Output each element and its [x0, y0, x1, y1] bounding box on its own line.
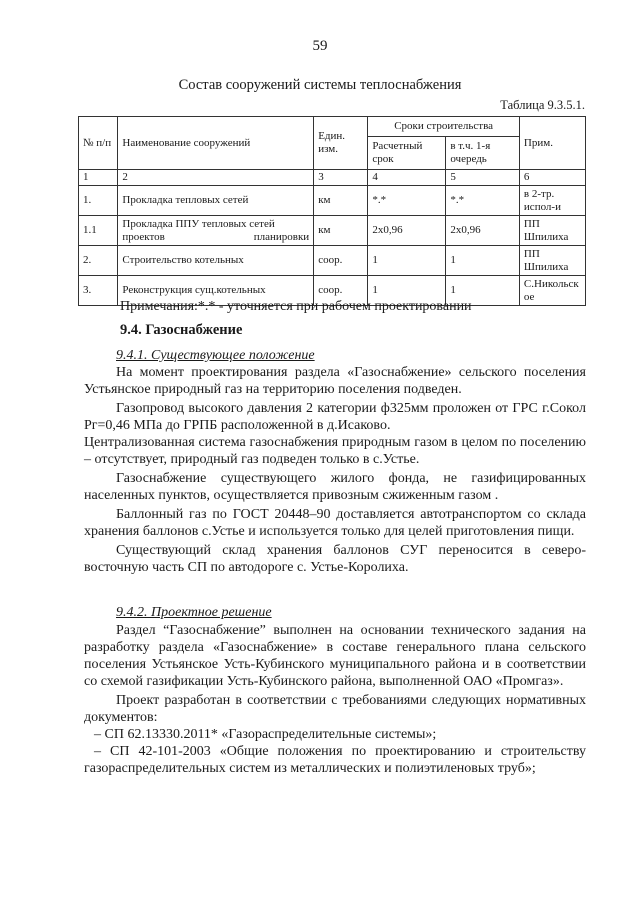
subsection-title-design: 9.4.2. Проектное решение — [116, 605, 272, 620]
row-note: ПП Шпилиха — [519, 216, 585, 246]
subsection-title-existing: 9.4.1. Существующее положение — [116, 348, 315, 363]
row-queue: 2х0,96 — [446, 216, 520, 246]
table-notes: Примечания:*.* - уточняется при рабочем проектировании — [120, 299, 472, 314]
row-unit: км — [314, 216, 368, 246]
row-queue: 1 — [446, 246, 520, 276]
row-queue: *.* — [446, 186, 520, 216]
row-note: в 2-тр. испол-и — [519, 186, 585, 216]
paragraph: Баллонный газ по ГОСТ 20448–90 доставляется автотранспортом со склада хранения баллонов с.Устье и используется только для целей приготовления пищи. — [84, 507, 586, 539]
table-label: Таблица 9.3.5.1. — [500, 98, 585, 112]
row-name: Строительство котельных — [118, 246, 314, 276]
header-queue: в т.ч. 1-я очередь — [446, 137, 520, 170]
paragraph: Газоснабжение существующего жилого фонда, не газифицированных населенных пунктов, осуществляется привозным сжиженным газом . — [84, 471, 586, 503]
index-cell: 3 — [314, 170, 368, 186]
paragraph: Раздел “Газоснабжение” выполнен на основании технического задания на разработку раздела «Газоснабжение» в составе генерального плана сельского поселения Устьянское Усть-Кубинского муниципального района и в соответствии со схемой газификации Усть-Кубинского района, выполненной ОАО «Промгаз». — [84, 623, 586, 689]
table-header-row — [79, 117, 586, 137]
table-row — [79, 186, 586, 216]
paragraph: Существующий склад хранения баллонов СУГ переносится в северо-восточную часть СП по автодороге с. Устье-Королиха. — [84, 543, 586, 575]
row-name: Прокладка ППУ тепловых сетей проектов планировки — [118, 216, 314, 246]
table-index-row — [79, 170, 586, 186]
row-name: Прокладка тепловых сетей — [118, 186, 314, 216]
list-item: – СП 62.13330.2011* «Газораспределительные системы»; — [94, 727, 437, 742]
header-num: № п/п — [79, 117, 118, 170]
list-item: – СП 42-101-2003 «Общие положения по проектированию и строительству газораспределительных систем из металлических и полиэтиленовых труб»; — [84, 744, 586, 776]
paragraph: На момент проектирования раздела «Газоснабжение» сельского поселения Устьянское природный газ на территорию поселения подведен. — [84, 365, 586, 397]
row-num: 3. — [79, 276, 118, 306]
index-cell: 1 — [79, 170, 118, 186]
paragraph: Проект разработан в соответствии с требованиями следующих нормативных документов: — [84, 693, 586, 725]
index-cell: 5 — [446, 170, 520, 186]
paragraph: Газопровод высокого давления 2 категории ф325мм проложен от ГРС г.Сокол Рг=0,46 МПа до ГРПБ расположенной в д.Исаково. — [84, 401, 586, 433]
row-num: 1.1 — [79, 216, 118, 246]
index-cell: 2 — [118, 170, 314, 186]
row-calc: *.* — [368, 186, 446, 216]
page-number: 59 — [312, 38, 328, 54]
table-row — [79, 216, 586, 246]
header-unit: Един. изм. — [314, 117, 368, 170]
row-note: ПП Шпилиха — [519, 246, 585, 276]
row-num: 1. — [79, 186, 118, 216]
row-calc: 1 — [368, 276, 446, 306]
header-terms: Сроки строительства — [368, 117, 520, 137]
row-num: 2. — [79, 246, 118, 276]
header-note: Прим. — [519, 117, 585, 170]
header-calc: Расчетный срок — [368, 137, 446, 170]
row-name: Реконструкция сущ.котельных — [118, 276, 314, 306]
heating-structures-table — [78, 116, 586, 306]
header-name: Наименование сооружений — [118, 117, 314, 170]
table-caption: Состав сооружений системы теплоснабжения — [178, 77, 462, 93]
row-calc: 1 — [368, 246, 446, 276]
section-heading: 9.4. Газоснабжение — [120, 322, 243, 338]
design-solution-body — [84, 622, 586, 777]
row-unit: соор. — [314, 246, 368, 276]
index-cell: 4 — [368, 170, 446, 186]
row-unit: км — [314, 186, 368, 216]
row-unit: соор. — [314, 276, 368, 306]
row-queue: 1 — [446, 276, 520, 306]
table-row — [79, 246, 586, 276]
paragraph: Централизованная система газоснабжения природным газом в целом по поселению – отсутствует, природный газ подведен только в с.Устье. — [84, 435, 586, 467]
row-calc: 2х0,96 — [368, 216, 446, 246]
index-cell: 6 — [519, 170, 585, 186]
existing-situation-body — [84, 364, 586, 576]
row-note: С.Никольское — [519, 276, 585, 306]
